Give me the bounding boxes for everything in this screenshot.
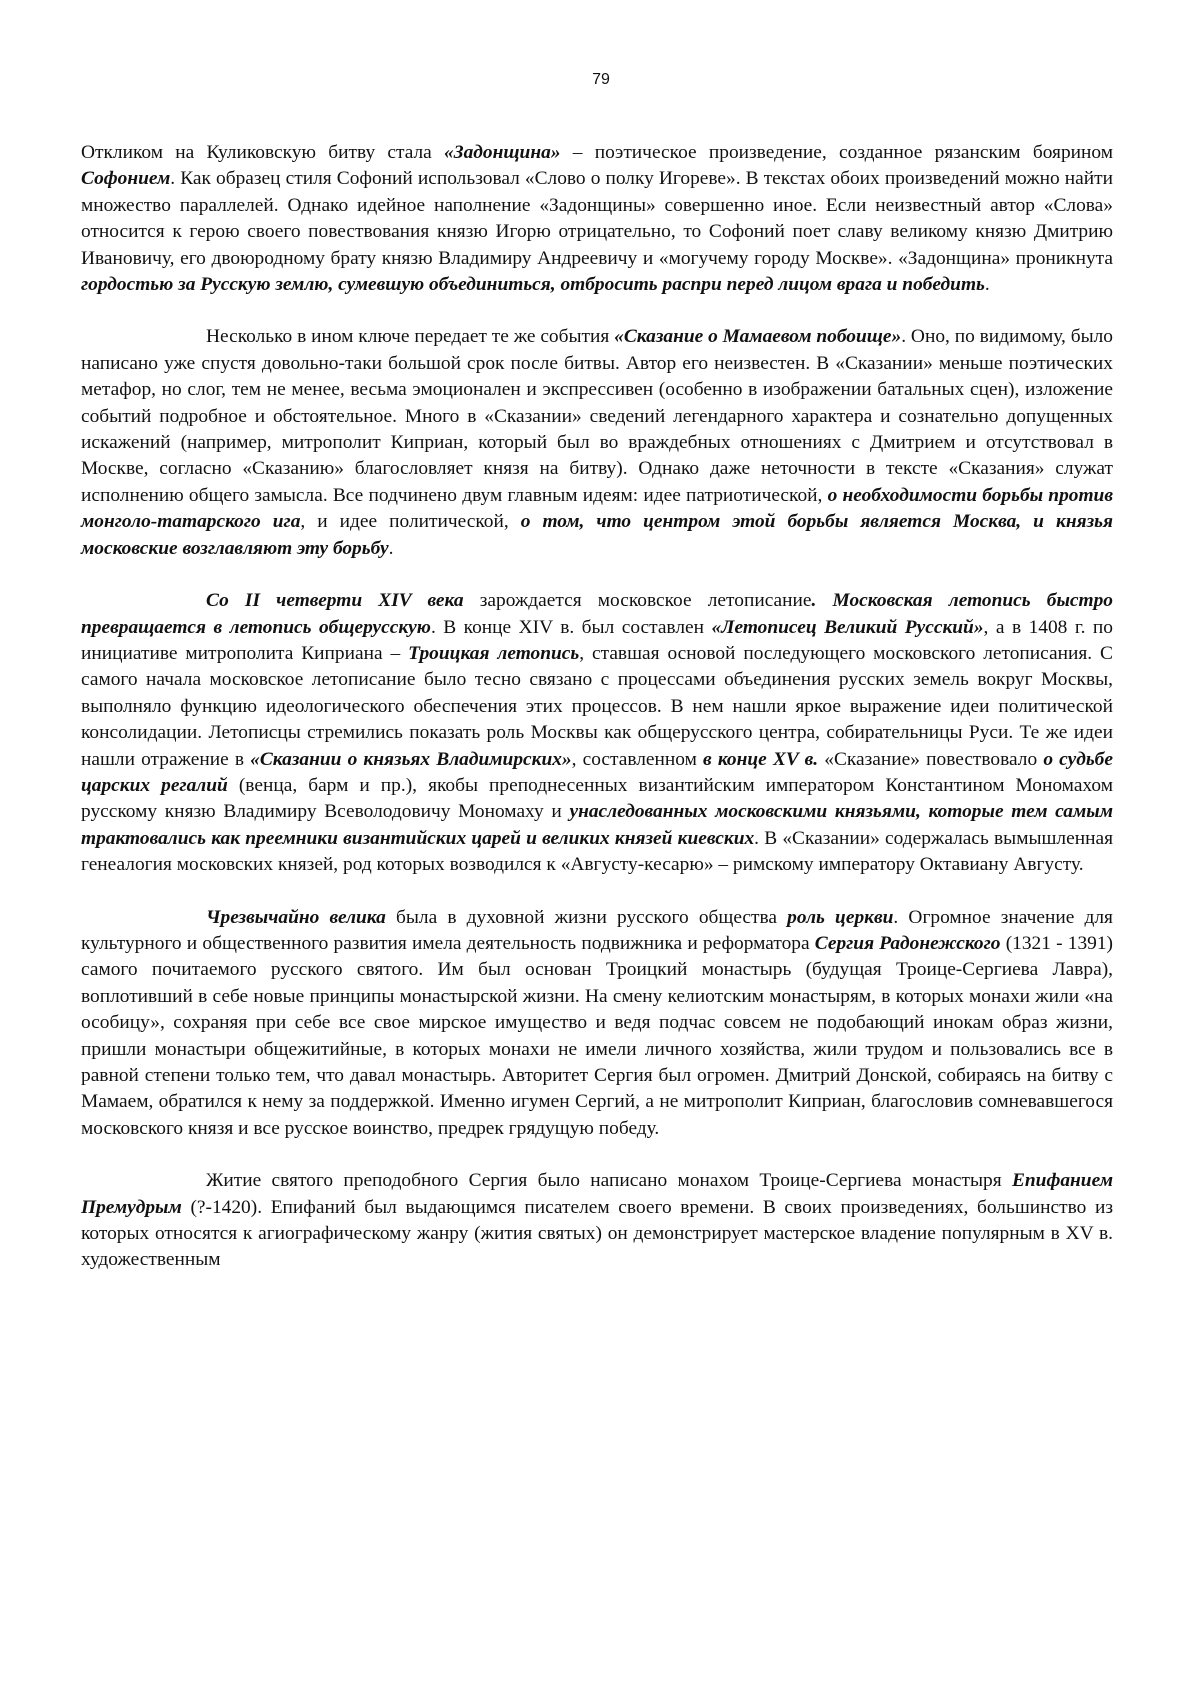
emphasized-text: Софонием — [81, 168, 171, 190]
paragraph-3 — [81, 588, 1113, 878]
text-run: . — [388, 537, 394, 559]
emphasized-text: о том, что центром этой борьбы является Москва, и князья московские возглавляют эту борьбу — [81, 511, 1113, 559]
text-run: , ставшая основой последующего московского летописания. С самого начала московское летописание было тесно связано с процессами объединения русских земель вокруг Москвы, выполняло функцию идеологического обеспечения этих процессов. В нем нашли яркое выражение идеи политической консолидации. Летописцы стремились показать роль Москвы как общерусского центра, собирательницы Руси. Те же идеи нашли отражение в — [81, 642, 1113, 770]
text-run: . Огромное значение для культурного и общественного развития имела деятельность подвижника и реформатора — [81, 906, 1113, 954]
text-run: была в духовной жизни русского общества — [385, 906, 788, 928]
emphasized-text: Троицкая летопись — [408, 642, 580, 664]
emphasized-text: Сергия Радонежского — [814, 932, 1001, 954]
emphasized-text: «Сказании о князьях Владимирских» — [250, 748, 572, 770]
text-run: . В «Сказании» содержалась вымышленная генеалогия московских князей, род которых возводился к «Августу-кесарю» – римскому императору Октавиану Августу. — [81, 827, 1113, 876]
emphasized-text: о судьбе царских регалий — [81, 748, 1113, 796]
emphasized-text: «Задонщина» — [444, 142, 561, 163]
text-run: «Сказание» повествовало — [818, 748, 1044, 770]
emphasized-text: в конце XV в. — [703, 748, 819, 770]
text-run: . — [984, 274, 990, 296]
emphasized-text: роль церкви — [787, 906, 894, 928]
document-body — [81, 140, 1113, 1274]
emphasized-text: Епифанием Премудрым — [81, 1170, 1113, 1218]
emphasized-text: Чрезвычайно велика — [206, 906, 386, 928]
emphasized-text: Со II четверти XIV века — [206, 590, 464, 612]
text-run: Несколько в ином ключе передает те же события — [206, 326, 615, 348]
paragraph-1 — [81, 140, 1113, 298]
text-run: (1321 - 1391) самого почитаемого русского святого. Им был основан Троицкий монастырь (будущая Троице-Сергиева Лавра), воплотивший в себе новые принципы монастырской жизни. На смену келиотским монастырям, в которых монахи жили «на особицу», сохраняя при себе все свое мирское имущество и ведя подчас совсем не подобающий инокам образ жизни, пришли монастыри общежитийные, в которых монахи не имели личного хозяйства, жили трудом и пользовались все в равной степени только тем, что давал монастырь. Авторитет Сергия был огромен. Дмитрий Донской, собираясь на битву с Мамаем, обратился к нему за поддержкой. Именно игумен Сергий, а не митрополит Киприан, благословив сомневавшегося московского князя и все русское воинство, предрек грядущую победу. — [81, 932, 1114, 1139]
paragraph-4 — [81, 905, 1113, 1143]
text-run: (венца, барм и пр.), якобы преподнесенных византийским императором Константином Мономахом русскому князю Владимиру Всеволодовичу Мономаху и — [81, 774, 1113, 823]
emphasized-text: «Сказание о Мамаевом побоище» — [614, 326, 902, 348]
page-number: 79 — [592, 71, 610, 88]
text-run: Житие святого преподобного Сергия было написано монахом Троице-Сергиева монастыря — [206, 1170, 1012, 1192]
text-run: (?-1420). Епифаний был выдающимся писателем своего времени. В своих произведениях, большинство из которых относятся к агиографическому жанру (жития святых) он демонстрирует мастерское владение популярным в XV в. художественным — [81, 1196, 1113, 1271]
emphasized-text: унаследованных московскими князьями, которые тем самым трактовались как преемники византийских царей и великих князей киевских — [81, 801, 1113, 849]
text-run: Откликом на Куликовскую битву стала — [81, 142, 445, 163]
paragraph-2 — [81, 324, 1113, 562]
text-run: . Как образец стиля Софоний использовал «Слово о полку Игореве». В текстах обоих произведений можно найти множество параллелей. Однако идейное наполнение «Задонщины» совершенно иное. Если неизвестный автор «Слова» относится к герою своего повествования князю Игорю отрицательно, то Софоний поет славу великому князю Дмитрию Ивановичу, его двоюродному брату князю Владимиру Андреевичу и «могучему городу Москве». «Задонщина» проникнута — [81, 168, 1113, 269]
text-run: . Оно, по видимому, было написано уже спустя довольно-таки большой срок после битвы. Автор его неизвестен. В «Сказании» меньше поэтических метафор, но слог, тем не менее, весьма эмоционален и экспрессивен (особенно в изображении батальных сцен), изложение событий подробное и обстоятельное. Много в «Сказании» сведений легендарного характера и сознательно допущенных искажений (например, митрополит Киприан, который был во враждебных отношениях с Дмитрием и отсутствовал в Москве, согласно «Сказанию» благословляет князя на битву). Однако даже неточности в тексте «Сказания» служат исполнению общего замысла. Все подчинено двум главным идеям: идее патриотической, — [81, 326, 1114, 506]
text-run: , а в 1408 г. по инициативе митрополита Киприана – — [81, 616, 1113, 664]
emphasized-text: о необходимости борьбы против монголо-татарского ига — [81, 484, 1113, 533]
paragraph-5 — [81, 1168, 1113, 1274]
text-run: . В конце XIV в. был составлен — [430, 616, 712, 638]
emphasized-text: «Летописец Великий Русский» — [711, 616, 984, 638]
text-run: зарождается московское летописание — [463, 590, 812, 612]
emphasized-text: гордостью за Русскую землю, сумевшую объединиться, отбросить распри перед лицом врага и победить — [81, 274, 985, 296]
text-run: , составленном — [571, 748, 704, 770]
text-run: , и идее политической, — [300, 511, 521, 533]
emphasized-text: . Московская летопись быстро превращается в летопись общерусскую — [81, 590, 1114, 638]
text-run: – поэтическое произведение, созданное рязанским боярином — [560, 142, 1114, 163]
